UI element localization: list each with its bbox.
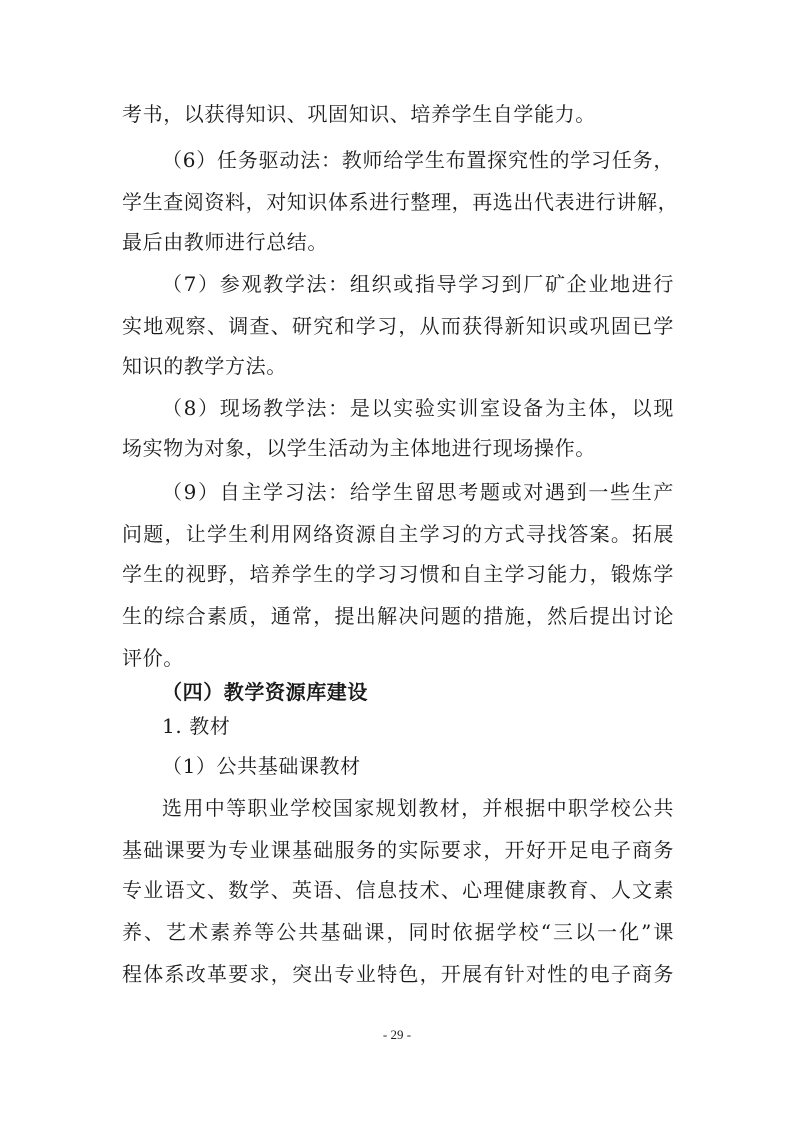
paragraph-line: 程体系改革要求，突出专业特色，开展有针对性的电子商务: [122, 962, 674, 986]
paragraph-line: 学生查阅资料，对知识体系进行整理，再选出代表进行讲解，: [122, 190, 679, 214]
paragraph-line: 场实物为对象，以学生活动为主体地进行现场操作。: [122, 436, 596, 460]
paragraph-line: 专业语文、数学、英语、信息技术、心理健康教育、人文素: [122, 878, 674, 902]
paragraph-line: 选用中等职业学校国家规划教材，并根据中职学校公共: [162, 796, 674, 820]
page-number: - 29 -: [382, 1027, 412, 1042]
paragraph-line: 生的综合素质，通常，提出解决问题的措施，然后提出讨论: [122, 604, 674, 628]
paragraph-line: 问题，让学生利用网络资源自主学习的方式寻找答案。拓展: [122, 522, 674, 546]
paragraph-line: （7）参观教学法：组织或指导学习到厂矿企业地进行: [162, 272, 674, 296]
paragraph-line: 实地观察、调查、研究和学习，从而获得新知识或巩固已学: [122, 314, 674, 338]
section-heading: （四）教学资源库建设: [162, 680, 368, 704]
paragraph-line: 基础课要为专业课基础服务的实际要求，开好开足电子商务: [122, 838, 674, 862]
paragraph-line: （8）现场教学法：是以实验实训室设备为主体，以现: [162, 396, 674, 420]
paragraph-line: （9）自主学习法：给学生留思考题或对遇到一些生产: [162, 480, 674, 504]
paragraph-line: （6）任务驱动法：教师给学生布置探究性的学习任务，: [162, 148, 674, 172]
paragraph-line: 知识的教学方法。: [122, 354, 287, 378]
subsection-heading: （1）公共基础课教材: [162, 754, 361, 778]
paragraph-line: 考书，以获得知识、巩固知识、培养学生自学能力。: [122, 102, 596, 126]
subsection-heading: 1. 教材: [162, 714, 231, 738]
paragraph-line: 评价。: [122, 646, 184, 670]
paragraph-line: 最后由教师进行总结。: [122, 230, 328, 254]
paragraph-line: 学生的视野，培养学生的学习习惯和自主学习能力，锻炼学: [122, 562, 674, 586]
paragraph-line: 养、艺术素养等公共基础课，同时依据学校“三以一化”课: [122, 920, 674, 944]
